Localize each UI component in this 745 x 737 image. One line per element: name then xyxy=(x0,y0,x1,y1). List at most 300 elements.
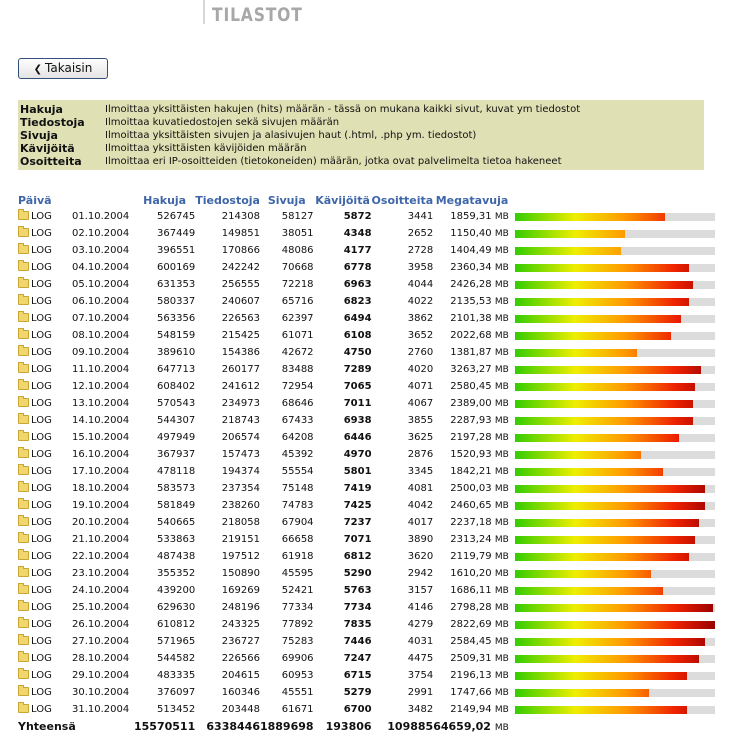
usage-bar-fill xyxy=(515,366,701,374)
log-link[interactable]: LOG xyxy=(31,279,52,290)
log-link-cell xyxy=(18,650,72,667)
chevron-left-icon: ❮ xyxy=(33,64,43,75)
table-row xyxy=(18,463,720,480)
files-cell: 204615 xyxy=(221,670,260,681)
usage-bar-track xyxy=(515,519,715,527)
hits-cell: 610812 xyxy=(157,619,196,630)
files-cell: 234973 xyxy=(221,398,260,409)
table-row xyxy=(18,344,720,361)
total-pages: 1889698 xyxy=(259,719,314,733)
total-megabytes-unit: MB xyxy=(494,722,509,733)
bar-cell xyxy=(511,497,720,514)
bar-cell xyxy=(511,565,720,582)
megabytes-value: 2389,00 xyxy=(450,398,492,409)
megabytes-unit: MB xyxy=(494,637,509,647)
files-cell: 226563 xyxy=(221,313,260,324)
bar-cell xyxy=(511,446,720,463)
megabytes-cell xyxy=(433,412,511,429)
legend-description: Ilmoittaa eri IP-osoitteiden (tietokoneiden) määrän, jotka ovat palvelimelta tietoa hakeneet xyxy=(105,156,562,167)
legend-term: Osoitteita xyxy=(20,155,82,168)
table-row xyxy=(18,225,720,242)
pages-cell: 77892 xyxy=(281,619,314,630)
megabytes-cell xyxy=(433,429,511,446)
log-link[interactable]: LOG xyxy=(31,466,52,477)
addresses-cell: 3855 xyxy=(407,415,434,426)
date-cell: 27.10.2004 xyxy=(72,636,130,647)
total-label: Yhteensä xyxy=(18,719,76,733)
megabytes-value: 1381,87 xyxy=(450,347,492,358)
log-link[interactable]: LOG xyxy=(31,517,52,528)
bar-cell xyxy=(511,276,720,293)
log-link[interactable]: LOG xyxy=(31,432,52,443)
legend-box xyxy=(18,100,704,170)
megabytes-cell xyxy=(433,463,511,480)
usage-bar-fill xyxy=(515,332,671,340)
megabytes-cell xyxy=(433,633,511,650)
visitors-cell: 7011 xyxy=(343,398,372,409)
usage-bar-track xyxy=(515,553,715,561)
pages-cell: 52421 xyxy=(281,585,314,596)
usage-bar-track xyxy=(515,315,715,323)
visitors-cell: 6938 xyxy=(343,415,372,426)
files-cell: 203448 xyxy=(221,704,260,715)
bar-cell xyxy=(511,684,720,701)
files-cell: 218058 xyxy=(221,517,260,528)
table-row xyxy=(18,497,720,514)
megabytes-unit: MB xyxy=(494,688,509,698)
megabytes-unit: MB xyxy=(494,263,509,273)
log-link[interactable]: LOG xyxy=(31,364,52,375)
megabytes-value: 1150,40 xyxy=(450,228,492,239)
date-cell: 17.10.2004 xyxy=(72,466,130,477)
usage-bar-fill xyxy=(515,672,687,680)
bar-cell xyxy=(511,633,720,650)
log-link[interactable]: LOG xyxy=(31,568,52,579)
pages-cell: 61671 xyxy=(281,704,314,715)
usage-bar-fill xyxy=(515,349,637,357)
folder-icon xyxy=(18,466,29,475)
date-cell: 21.10.2004 xyxy=(72,534,130,545)
megabytes-cell xyxy=(433,514,511,531)
megabytes-cell xyxy=(433,582,511,599)
pages-cell: 67904 xyxy=(281,517,314,528)
table-row xyxy=(18,616,720,633)
megabytes-cell xyxy=(433,378,511,395)
pages-cell: 69906 xyxy=(281,653,314,664)
hits-cell: 396551 xyxy=(157,245,196,256)
log-link-cell xyxy=(18,684,72,701)
usage-bar-fill xyxy=(515,587,663,595)
megabytes-cell xyxy=(433,293,511,310)
megabytes-cell xyxy=(433,531,511,548)
bar-cell xyxy=(511,531,720,548)
table-row xyxy=(18,531,720,548)
folder-icon xyxy=(18,551,29,560)
bar-cell xyxy=(511,361,720,378)
top-header xyxy=(0,0,745,30)
bar-cell xyxy=(511,480,720,497)
folder-icon xyxy=(18,602,29,611)
files-cell: 197512 xyxy=(221,551,260,562)
log-link[interactable]: LOG xyxy=(31,500,52,511)
addresses-cell: 3625 xyxy=(407,432,434,443)
table-row xyxy=(18,684,720,701)
megabytes-unit: MB xyxy=(494,348,509,358)
megabytes-unit: MB xyxy=(494,416,509,426)
log-link[interactable]: LOG xyxy=(31,330,52,341)
log-link[interactable]: LOG xyxy=(31,347,52,358)
log-link-cell xyxy=(18,446,72,463)
log-link-cell xyxy=(18,327,72,344)
files-cell: 170866 xyxy=(221,245,260,256)
log-link-cell xyxy=(18,565,72,582)
legend-row xyxy=(20,129,580,142)
pages-cell: 72218 xyxy=(281,279,314,290)
usage-bar-track xyxy=(515,655,715,663)
usage-bar-fill xyxy=(515,247,621,255)
log-link-cell xyxy=(18,344,72,361)
table-row xyxy=(18,633,720,650)
usage-bar-fill xyxy=(515,638,705,646)
megabytes-value: 2509,31 xyxy=(450,653,492,664)
table-row xyxy=(18,650,720,667)
date-cell: 03.10.2004 xyxy=(72,245,130,256)
megabytes-value: 1610,20 xyxy=(450,568,492,579)
usage-bar-fill xyxy=(515,621,715,629)
back-button[interactable] xyxy=(18,58,108,79)
files-cell: 236727 xyxy=(221,636,260,647)
table-row xyxy=(18,259,720,276)
megabytes-value: 2149,94 xyxy=(450,704,492,715)
bar-cell xyxy=(511,344,720,361)
visitors-cell: 6715 xyxy=(343,670,372,681)
visitors-cell: 6700 xyxy=(343,704,372,715)
megabytes-cell xyxy=(433,497,511,514)
megabytes-value: 2101,38 xyxy=(450,313,492,324)
bar-cell xyxy=(511,208,720,225)
visitors-cell: 5279 xyxy=(343,687,372,698)
col-header-hits: Hakuja xyxy=(143,193,187,207)
pages-cell: 55554 xyxy=(281,466,314,477)
addresses-cell: 2991 xyxy=(407,687,434,698)
log-link-cell xyxy=(18,259,72,276)
megabytes-unit: MB xyxy=(494,467,509,477)
hits-cell: 487438 xyxy=(157,551,196,562)
folder-icon xyxy=(18,296,29,305)
megabytes-cell xyxy=(433,667,511,684)
hits-cell: 513452 xyxy=(157,704,196,715)
usage-bar-fill xyxy=(515,434,679,442)
addresses-cell: 2876 xyxy=(407,449,434,460)
log-link[interactable]: LOG xyxy=(31,483,52,494)
hits-cell: 483335 xyxy=(157,670,196,681)
megabytes-unit: MB xyxy=(494,518,509,528)
table-row xyxy=(18,582,720,599)
megabytes-unit: MB xyxy=(494,433,509,443)
usage-bar-track xyxy=(515,400,715,408)
bar-cell xyxy=(511,429,720,446)
bar-cell xyxy=(511,225,720,242)
col-header-date: Päivä xyxy=(18,193,52,207)
date-cell: 01.10.2004 xyxy=(72,211,130,222)
col-header-megabytes: Megatavuja xyxy=(435,193,509,207)
date-cell: 02.10.2004 xyxy=(72,228,130,239)
megabytes-cell xyxy=(433,684,511,701)
log-link-cell xyxy=(18,599,72,616)
log-link-cell xyxy=(18,293,72,310)
folder-icon xyxy=(18,228,29,237)
addresses-cell: 4017 xyxy=(407,517,434,528)
folder-icon xyxy=(18,279,29,288)
megabytes-cell xyxy=(433,599,511,616)
hits-cell: 581849 xyxy=(157,500,196,511)
folder-icon xyxy=(18,398,29,407)
hits-cell: 600169 xyxy=(157,262,196,273)
megabytes-unit: MB xyxy=(494,671,509,681)
megabytes-value: 2197,28 xyxy=(450,432,492,443)
usage-bar-track xyxy=(515,366,715,374)
megabytes-unit: MB xyxy=(494,399,509,409)
col-header-visitors: Kävijöitä xyxy=(315,193,370,207)
log-link-cell xyxy=(18,531,72,548)
table-row xyxy=(18,378,720,395)
folder-icon xyxy=(18,585,29,594)
log-link-cell xyxy=(18,463,72,480)
megabytes-cell xyxy=(433,310,511,327)
bar-cell xyxy=(511,701,720,718)
megabytes-value: 1842,21 xyxy=(450,466,492,477)
pages-cell: 75283 xyxy=(281,636,314,647)
hits-cell: 497949 xyxy=(157,432,196,443)
pages-cell: 83488 xyxy=(281,364,314,375)
folder-icon xyxy=(18,313,29,322)
date-cell: 23.10.2004 xyxy=(72,568,130,579)
megabytes-cell xyxy=(433,480,511,497)
usage-bar-track xyxy=(515,536,715,544)
pages-cell: 75148 xyxy=(281,483,314,494)
megabytes-unit: MB xyxy=(494,535,509,545)
hits-cell: 583573 xyxy=(157,483,196,494)
table-row xyxy=(18,276,720,293)
legend-row xyxy=(20,103,580,116)
pages-cell: 38051 xyxy=(281,228,314,239)
bar-cell xyxy=(511,412,720,429)
visitors-cell: 6494 xyxy=(343,313,372,324)
visitors-cell: 5801 xyxy=(343,466,372,477)
date-cell: 09.10.2004 xyxy=(72,347,130,358)
megabytes-unit: MB xyxy=(494,484,509,494)
date-cell: 05.10.2004 xyxy=(72,279,130,290)
log-link[interactable]: LOG xyxy=(31,653,52,664)
usage-bar-fill xyxy=(515,315,681,323)
files-cell: 169269 xyxy=(221,585,260,596)
megabytes-value: 2119,79 xyxy=(450,551,492,562)
log-link[interactable]: LOG xyxy=(31,313,52,324)
usage-bar-fill xyxy=(515,400,693,408)
megabytes-cell xyxy=(433,344,511,361)
date-cell: 12.10.2004 xyxy=(72,381,130,392)
date-cell: 19.10.2004 xyxy=(72,500,130,511)
addresses-cell: 3862 xyxy=(407,313,434,324)
log-link[interactable]: LOG xyxy=(31,296,52,307)
log-link-cell xyxy=(18,582,72,599)
folder-icon xyxy=(18,670,29,679)
files-cell: 243325 xyxy=(221,619,260,630)
log-link-cell xyxy=(18,548,72,565)
megabytes-value: 2798,28 xyxy=(450,602,492,613)
addresses-cell: 3157 xyxy=(407,585,434,596)
folder-icon xyxy=(18,500,29,509)
megabytes-value: 2022,68 xyxy=(450,330,492,341)
pages-cell: 68646 xyxy=(281,398,314,409)
hits-cell: 631353 xyxy=(157,279,196,290)
megabytes-value: 1686,11 xyxy=(450,585,492,596)
pages-cell: 61071 xyxy=(281,330,314,341)
megabytes-value: 2584,45 xyxy=(450,636,492,647)
log-link[interactable]: LOG xyxy=(31,636,52,647)
usage-bar-fill xyxy=(515,298,689,306)
total-row xyxy=(18,718,720,734)
log-link[interactable]: LOG xyxy=(31,211,52,222)
bar-cell xyxy=(511,310,720,327)
addresses-cell: 4067 xyxy=(407,398,434,409)
log-link[interactable]: LOG xyxy=(31,534,52,545)
log-link[interactable]: LOG xyxy=(31,245,52,256)
log-link[interactable]: LOG xyxy=(31,415,52,426)
usage-bar-track xyxy=(515,213,715,221)
date-cell: 14.10.2004 xyxy=(72,415,130,426)
hits-cell: 540665 xyxy=(157,517,196,528)
log-link[interactable]: LOG xyxy=(31,398,52,409)
megabytes-value: 2580,45 xyxy=(450,381,492,392)
legend-row xyxy=(20,155,580,168)
files-cell: 260177 xyxy=(221,364,260,375)
legend-table xyxy=(20,103,580,168)
bar-cell xyxy=(511,548,720,565)
megabytes-value: 2460,65 xyxy=(450,500,492,511)
log-link[interactable]: LOG xyxy=(31,262,52,273)
megabytes-value: 3263,27 xyxy=(450,364,492,375)
log-link[interactable]: LOG xyxy=(31,602,52,613)
usage-bar-track xyxy=(515,706,715,714)
visitors-cell: 6778 xyxy=(343,262,372,273)
megabytes-cell xyxy=(433,701,511,718)
visitors-cell: 7446 xyxy=(343,636,372,647)
addresses-cell: 4022 xyxy=(407,296,434,307)
files-cell: 237354 xyxy=(221,483,260,494)
bar-cell xyxy=(511,616,720,633)
total-addresses: 109885 xyxy=(387,719,434,733)
legend-row xyxy=(20,142,580,155)
addresses-cell: 3958 xyxy=(407,262,434,273)
usage-bar-fill xyxy=(515,553,689,561)
log-link-cell xyxy=(18,208,72,225)
log-link-cell xyxy=(18,480,72,497)
log-link[interactable]: LOG xyxy=(31,619,52,630)
usage-bar-fill xyxy=(515,570,651,578)
usage-bar-fill xyxy=(515,706,687,714)
addresses-cell: 4279 xyxy=(407,619,434,630)
usage-bar-fill xyxy=(515,451,641,459)
log-link[interactable]: LOG xyxy=(31,449,52,460)
addresses-cell: 3890 xyxy=(407,534,434,545)
megabytes-unit: MB xyxy=(494,229,509,239)
hits-cell: 367937 xyxy=(157,449,196,460)
log-link[interactable]: LOG xyxy=(31,551,52,562)
megabytes-unit: MB xyxy=(494,280,509,290)
table-header-row xyxy=(18,192,720,208)
date-cell: 07.10.2004 xyxy=(72,313,130,324)
pages-cell: 45551 xyxy=(281,687,314,698)
addresses-cell: 2728 xyxy=(407,245,434,256)
date-cell: 06.10.2004 xyxy=(72,296,130,307)
log-link[interactable]: LOG xyxy=(31,381,52,392)
megabytes-cell xyxy=(433,361,511,378)
addresses-cell: 3754 xyxy=(407,670,434,681)
usage-bar-track xyxy=(515,621,715,629)
date-cell: 16.10.2004 xyxy=(72,449,130,460)
folder-icon xyxy=(18,245,29,254)
log-link[interactable]: LOG xyxy=(31,687,52,698)
folder-icon xyxy=(18,432,29,441)
addresses-cell: 4081 xyxy=(407,483,434,494)
usage-bar-track xyxy=(515,264,715,272)
megabytes-value: 2313,24 xyxy=(450,534,492,545)
megabytes-unit: MB xyxy=(494,620,509,630)
log-link[interactable]: LOG xyxy=(31,228,52,239)
megabytes-value: 1404,49 xyxy=(450,245,492,256)
legend-description: Ilmoittaa kuvatiedostojen sekä sivujen määrän xyxy=(105,117,340,128)
megabytes-unit: MB xyxy=(494,450,509,460)
log-link[interactable]: LOG xyxy=(31,585,52,596)
hits-cell: 544307 xyxy=(157,415,196,426)
usage-bar-track xyxy=(515,604,715,612)
visitors-cell: 5763 xyxy=(343,585,372,596)
back-button-label: Takaisin xyxy=(45,61,93,75)
log-link[interactable]: LOG xyxy=(31,670,52,681)
table-row xyxy=(18,446,720,463)
legend-description: Ilmoittaa yksittäisten kävijöiden määrän xyxy=(105,143,307,154)
date-cell: 22.10.2004 xyxy=(72,551,130,562)
bar-cell xyxy=(511,650,720,667)
usage-bar-track xyxy=(515,570,715,578)
visitors-cell: 6108 xyxy=(343,330,372,341)
visitors-cell: 7734 xyxy=(343,602,372,613)
files-cell: 160346 xyxy=(221,687,260,698)
hits-cell: 608402 xyxy=(157,381,196,392)
log-link[interactable]: LOG xyxy=(31,704,52,715)
usage-bar-fill xyxy=(515,536,695,544)
date-cell: 08.10.2004 xyxy=(72,330,130,341)
total-visitors: 193806 xyxy=(325,719,372,733)
files-cell: 241612 xyxy=(221,381,260,392)
megabytes-cell xyxy=(433,208,511,225)
pages-cell: 66658 xyxy=(281,534,314,545)
visitors-cell: 6446 xyxy=(343,432,372,443)
megabytes-unit: MB xyxy=(494,297,509,307)
megabytes-value: 2426,28 xyxy=(450,279,492,290)
megabytes-value: 1520,93 xyxy=(450,449,492,460)
visitors-cell: 4177 xyxy=(343,245,372,256)
megabytes-cell xyxy=(433,225,511,242)
pages-cell: 65716 xyxy=(281,296,314,307)
hits-cell: 629630 xyxy=(157,602,196,613)
bar-cell xyxy=(511,463,720,480)
usage-bar-fill xyxy=(515,655,699,663)
bar-cell xyxy=(511,327,720,344)
folder-icon xyxy=(18,330,29,339)
usage-bar-track xyxy=(515,689,715,697)
